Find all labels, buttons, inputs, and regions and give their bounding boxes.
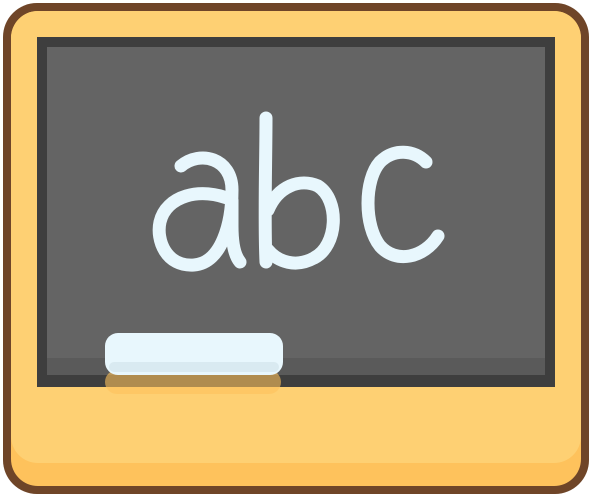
board-surface	[47, 47, 545, 358]
chalk-stick-underside	[109, 362, 279, 372]
